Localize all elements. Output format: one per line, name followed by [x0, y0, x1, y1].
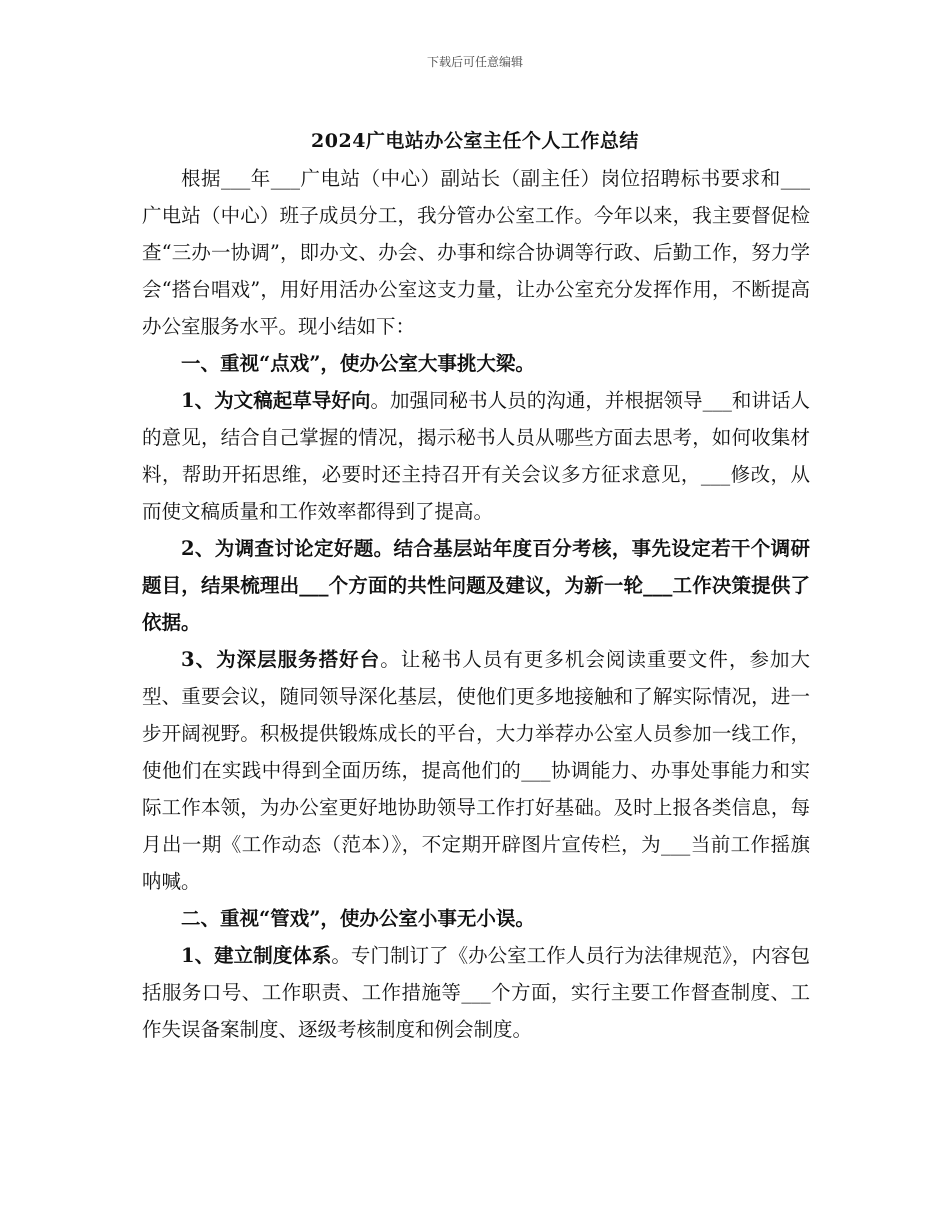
paragraph-text: 。专门制订了《办公室工作人员行为法律规范》，内容包括服务口号、工作职责、工作措施等___个方面，实行主要工作督查制度、工作失误备案制度、逐级考核制度和例会制度。	[142, 944, 810, 1041]
paragraph-text: 2、为调查讨论定好题。结合基层站年度百分考核，事先设定若干个调研题目，结果梳理出___个方面的共性问题及建议，为新一轮___工作决策提供了依据。	[142, 537, 810, 634]
item-paragraph-2-1	[142, 937, 810, 1048]
item-lead: 1、建立制度体系	[181, 944, 332, 967]
intro-paragraph	[142, 160, 810, 345]
heading-text: 二、重视“管戏”，使办公室小事无小误。	[181, 907, 535, 930]
item-lead: 3、为深层服务搭好台	[181, 648, 381, 671]
paragraph-text: 。让秘书人员有更多机会阅读重要文件，参加大型、重要会议，随同领导深化基层，使他们更多地接触和了解实际情况，进一步开阔视野。积极提供锻炼成长的平台，大力举荐办公室人员参加一线工作，使他们在实践中得到全面历练，提高他们的___协调能力、办事处事能力和实际工作本领，为办公室更好地协助领导工作打好基础。及时上报各类信息，每月出一期《工作动态（范本）》，不定期开辟图片宣传栏，为___当前工作摇旗呐喊。	[142, 648, 810, 893]
section-heading-1	[142, 345, 810, 382]
item-paragraph-1-2	[142, 530, 810, 641]
paragraph-text: 根据___年___广电站（中心）副站长（副主任）岗位招聘标书要求和___广电站（中心）班子成员分工，我分管办公室工作。今年以来，我主要督促检查“三办一协调”，即办文、办会、办事和综合协调等行政、后勤工作，努力学会“搭台唱戏”，用好用活办公室这支力量，让办公室充分发挥作用，不断提高办公室服务水平。现小结如下：	[142, 167, 810, 338]
item-lead: 1、为文稿起草导好向	[181, 389, 371, 412]
heading-text: 一、重视“点戏”，使办公室大事挑大梁。	[181, 352, 535, 375]
section-heading-2	[142, 900, 810, 937]
item-paragraph-1-3	[142, 641, 810, 900]
item-paragraph-1-1	[142, 382, 810, 530]
document-body	[142, 160, 810, 1048]
paragraph-text: 。加强同秘书人员的沟通，并根据领导___和讲话人的意见，结合自己掌握的情况，揭示秘书人员从哪些方面去思考，如何收集材料，帮助开拓思维，必要时还主持召开有关会议多方征求意见，___修改，从而使文稿质量和工作效率都得到了提高。	[142, 389, 810, 523]
document-title: 2024广电站办公室主任个人工作总结	[311, 130, 639, 152]
header-note: 下载后可任意编辑	[426, 55, 523, 69]
